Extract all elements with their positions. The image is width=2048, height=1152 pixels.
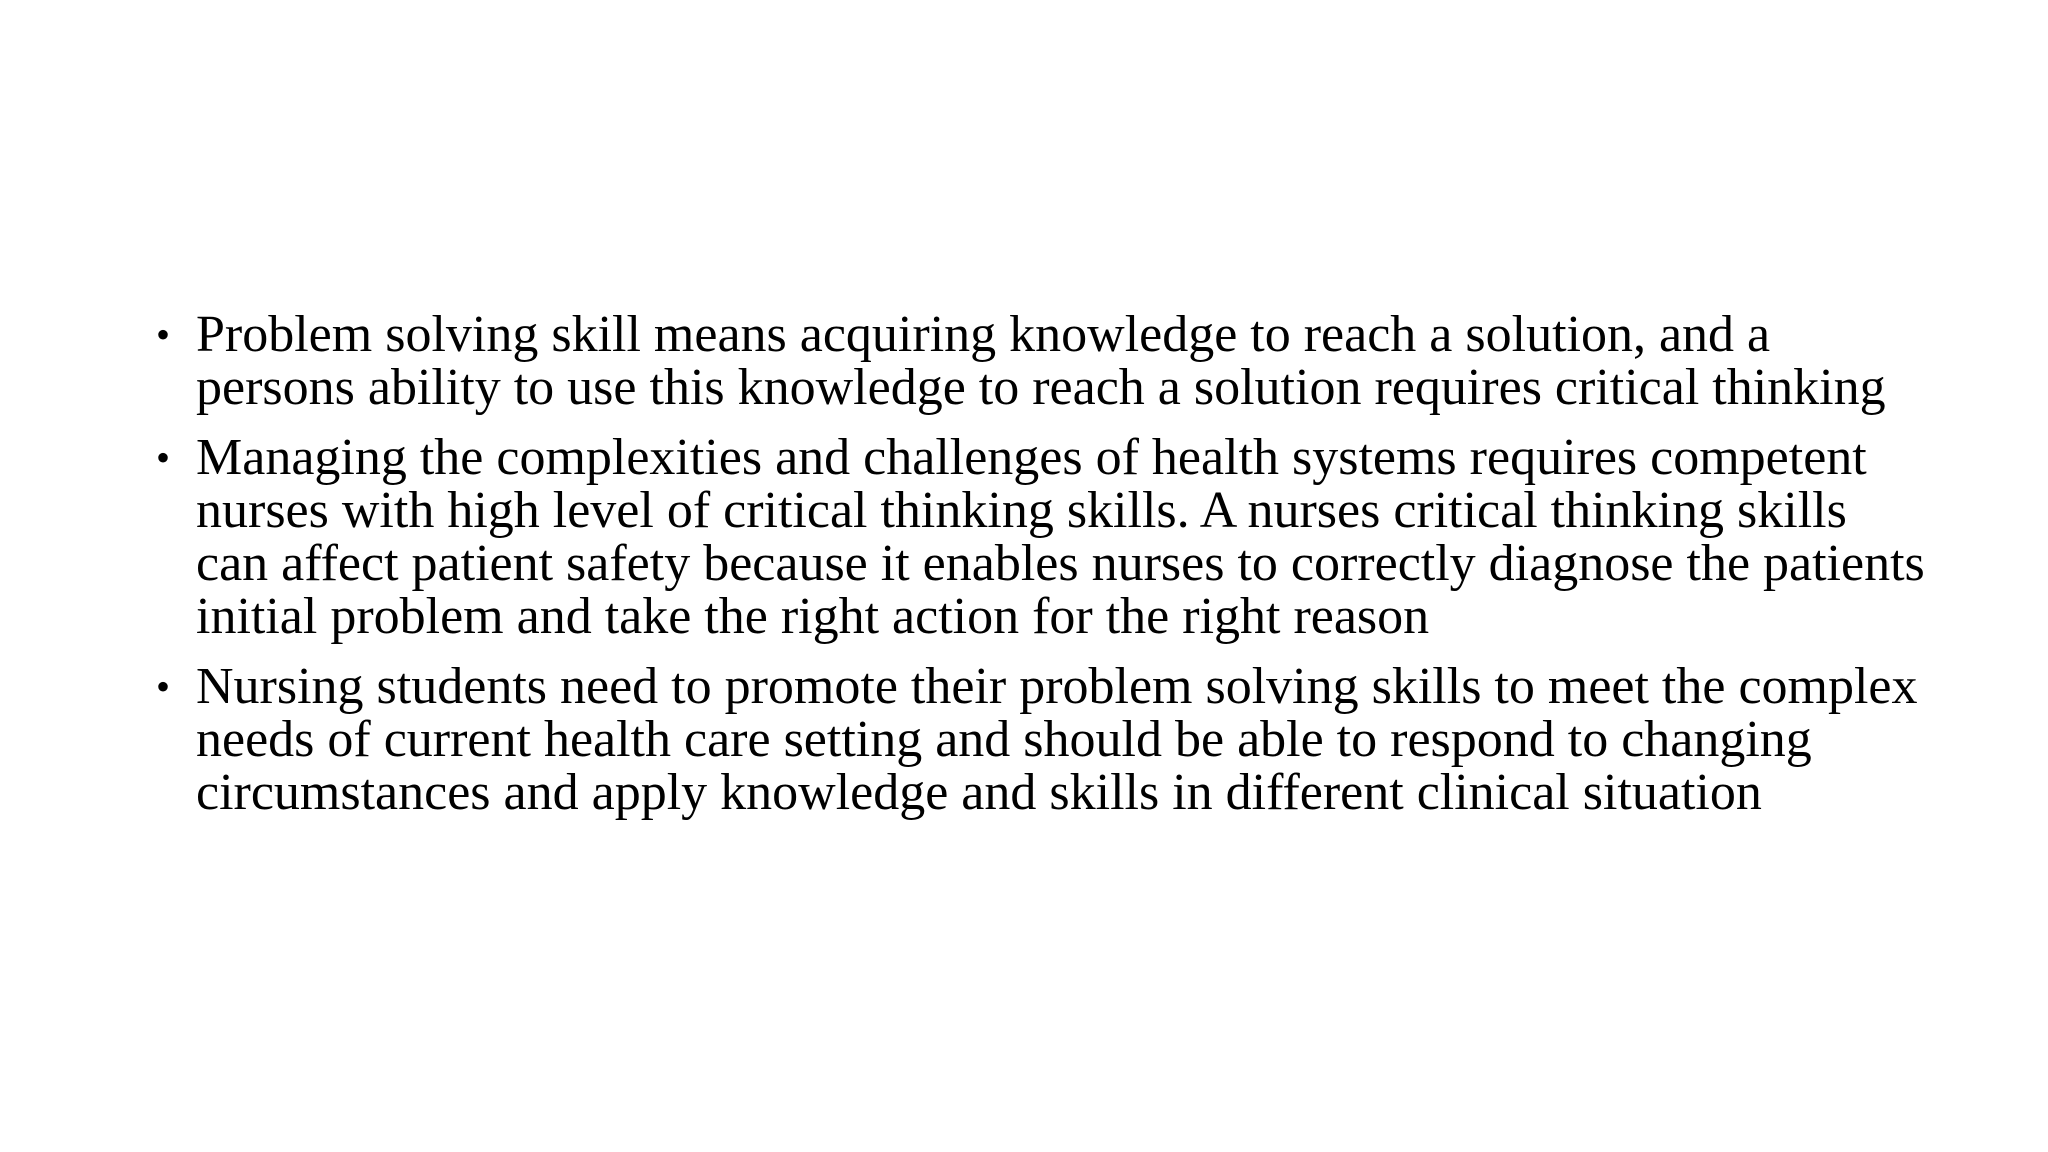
bullet-text: Problem solving skill means acquiring knowledge to reach a solution, and a persons ability to use this knowledge to reach a solution requires critical thinking [196, 306, 1886, 416]
bullet-icon: • [156, 312, 171, 357]
bullet-list [150, 308, 1930, 836]
bullet-text: Managing the complexities and challenges of health systems requires competent nurses with high level of critical thinking skills. A nurses critical thinking skills can affect patient safety because it enables nurses to correctly diagnose the patients initial problem and take the right action for the right reason [196, 429, 1925, 645]
bullet-item-nursing-students [150, 660, 1930, 819]
bullet-text: Nursing students need to promote their problem solving skills to meet the complex needs of current health care setting and should be able to respond to changing circumstances and apply knowledge and skills in different clinical situation [196, 658, 1918, 821]
bullet-icon: • [156, 664, 171, 709]
bullet-item-problem-solving [150, 308, 1930, 414]
bullet-item-health-systems [150, 431, 1930, 643]
bullet-icon: • [156, 435, 171, 480]
